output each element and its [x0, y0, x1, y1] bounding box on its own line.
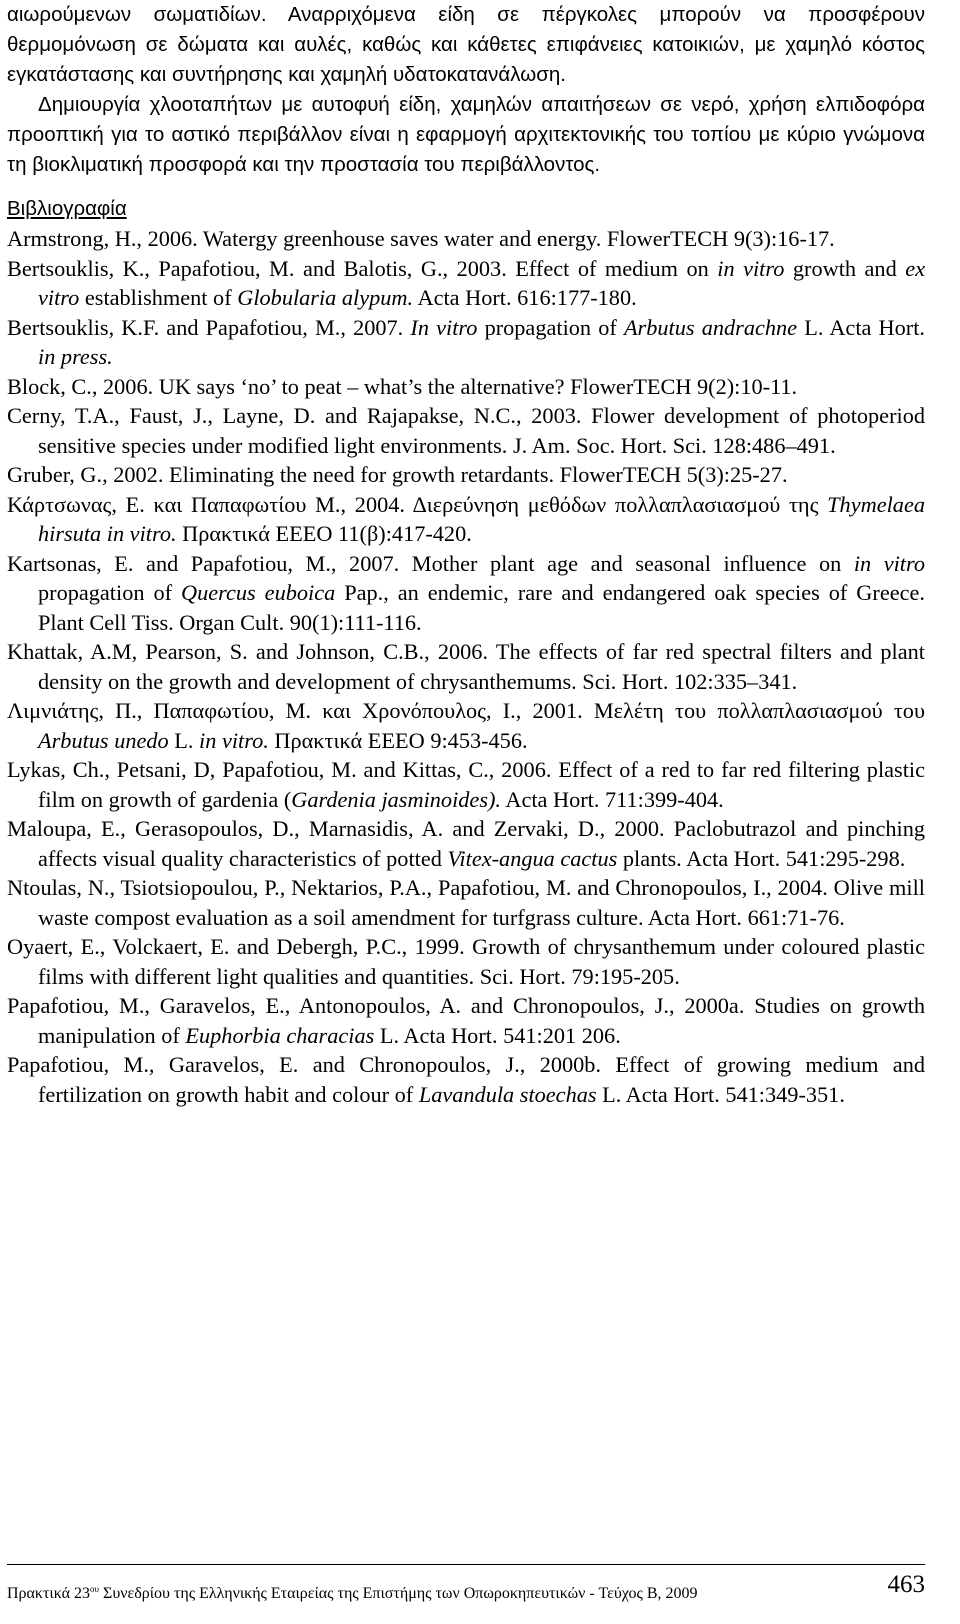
reference-text: plants. Acta Hort. 541:295-298. — [617, 845, 906, 871]
footer-suffix: Συνεδρίου της Ελληνικής Εταιρείας της Επιστήμης των Οπωροκηπευτικών - Τεύχος Β, 2009 — [99, 1585, 698, 1602]
reference-italic-text: Vitex-angua cactus — [447, 845, 618, 871]
reference-text: Papafotiou, M., Garavelos, E., Antonopoulos, A. and Chronopoulos, J., 2000a. Studies on growth manipulation of — [7, 993, 925, 1048]
reference-text: establishment of — [79, 285, 238, 310]
reference-italic-text: in vitro. — [199, 727, 269, 753]
reference-text: Armstrong, H., 2006. Watergy greenhouse saves water and energy. FlowerTECH 9(3):16-17. — [7, 226, 835, 251]
reference-text: growth and — [784, 255, 906, 281]
reference-text: Acta Hort. 711:399-404. — [501, 786, 724, 812]
reference-text: Cerny, T.A., Faust, J., Layne, D. and Rajapakse, N.C., 2003. Flower development of photoperiod sensitive species under modified light environments. J. Am. Soc. Hort. Sci. 128:486–491. — [7, 403, 925, 458]
reference-entry — [7, 372, 925, 402]
reference-entry — [7, 224, 925, 254]
reference-entry — [7, 696, 925, 755]
reference-italic-text: Lavandula stoechas — [418, 1081, 597, 1107]
reference-text: propagation of — [477, 314, 624, 340]
reference-italic-text: Arbutus unedo — [38, 727, 169, 753]
reference-entry — [7, 755, 925, 814]
reference-italic-text: Arbutus andrachne — [623, 314, 798, 340]
reference-italic-text: in vitro — [853, 550, 925, 576]
reference-text: Kartsonas, E. and Papafotiou, M., 2007. Mother plant age and seasonal influence on — [7, 550, 854, 576]
reference-entry — [7, 549, 925, 638]
reference-text: Πρακτικά ΕΕΕΟ 11(β):417-420. — [176, 521, 472, 546]
footer-superscript: ου — [90, 1584, 99, 1594]
reference-text: Ntoulas, N., Tsiotsiopoulou, P., Nektarios, P.A., Papafotiou, M. and Chronopoulos, I., 2004. Olive mill waste compost evaluation as a soil amendment for turfgrass culture. Acta Hort. 661:71-76. — [7, 875, 925, 930]
reference-text: Pap., an endemic, rare and endangered oak species of Greece. Plant Cell Tiss. Organ Cult. 90(1):111-116. — [38, 580, 925, 635]
reference-italic-text: Gardenia jasminoides). — [291, 786, 501, 812]
footer-prefix: Πρακτικά 23 — [7, 1585, 91, 1602]
reference-entry — [7, 313, 925, 372]
reference-text: Lykas, Ch., Petsani, D, Papafotiou, M. and Kittas, C., 2006. Effect of a red to far red filtering plastic film on growth of gardenia ( — [7, 757, 925, 812]
reference-text: Block, C., 2006. UK says ‘no’ to peat – what’s the alternative? FlowerTECH 9(2):10-11. — [7, 373, 798, 399]
reference-text: Κάρτσωνας, Ε. και Παπαφωτίου Μ., 2004. Διερεύνηση μεθόδων πολλαπλασιασμού της — [7, 491, 828, 517]
reference-text: propagation of — [38, 580, 181, 605]
page-number: 463 — [887, 1571, 925, 1598]
reference-entry — [7, 873, 925, 932]
reference-italic-text: In vitro — [410, 314, 478, 340]
reference-text: L. Acta Hort. 541:201 206. — [374, 1022, 621, 1048]
reference-italic-text: in press. — [38, 344, 113, 369]
reference-entry — [7, 1050, 925, 1109]
reference-italic-text: Thymelaea hirsuta in vitro. — [38, 491, 925, 546]
page-content — [7, 0, 925, 1109]
intro-paragraph-1: αιωρούμενων σωματιδίων. Αναρριχόμενα είδη σε πέργκολες μπορούν να προσφέρουν θερμομόνωση σε δώματα και αυλές, καθώς και κάθετες επιφάνειες κατοικιών, με χαμηλό κόστος εγκατάστασης και συντήρησης και χαμηλή υδατοκατανάλωση. — [7, 3, 925, 86]
reference-entry — [7, 991, 925, 1050]
reference-text: Bertsouklis, K., Papafotiou, M. and Balotis, G., 2003. Effect of medium on — [7, 255, 718, 281]
reference-italic-text: Globularia alypum. — [237, 285, 414, 310]
footer-citation — [7, 1579, 698, 1604]
references-list — [7, 224, 925, 1109]
reference-italic-text: Euphorbia characias — [185, 1022, 375, 1048]
reference-entry — [7, 814, 925, 873]
reference-text: Gruber, G., 2002. Eliminating the need for growth retardants. FlowerTECH 5(3):25-27. — [7, 462, 788, 487]
reference-entry — [7, 490, 925, 549]
reference-text: L. — [168, 727, 200, 753]
intro-paragraph-2: Δημιουργία χλοοταπήτων με αυτοφυή είδη, χαμηλών απαιτήσεων σε νερό, χρήση ελπιδοφόρα προοπτική για το αστικό περιβάλλον είναι η εφαρμογή αρχιτεκτονικής του τοπίου με κύριο γνώμονα τη βιοκλιματική προσφορά και την προστασία του περιβάλλοντος. — [7, 93, 925, 176]
reference-text: Papafotiou, M., Garavelos, E. and Chronopoulos, J., 2000b. Effect of growing medium and fertilization on growth habit and colour of — [7, 1052, 925, 1107]
references-heading: Βιβλιογραφία — [7, 197, 127, 220]
reference-text: Oyaert, E., Volckaert, E. and Debergh, P.C., 1999. Growth of chrysanthemum under coloured plastic films with different light qualities and quantities. Sci. Hort. 79:195-205. — [7, 934, 925, 989]
intro-text — [7, 0, 925, 180]
reference-text: Maloupa, E., Gerasopoulos, D., Marnasidis, A. and Zervaki, D., 2000. Paclobutrazol and pinching affects visual quality characteristics of potted — [7, 816, 925, 871]
reference-entry — [7, 401, 925, 460]
reference-text: L. Acta Hort. — [797, 314, 925, 340]
reference-text: Λιμνιάτης, Π., Παπαφωτίου, Μ. και Χρονόπουλος, Ι., 2001. Μελέτη του πολλαπλασιασμού του — [7, 698, 925, 723]
page-footer — [7, 1564, 925, 1602]
reference-entry — [7, 460, 925, 490]
reference-italic-text: ex vitro — [38, 255, 926, 310]
reference-text: Khattak, A.M, Pearson, S. and Johnson, C.B., 2006. The effects of far red spectral filters and plant density on the growth and development of chrysanthemums. Sci. Hort. 102:335–341. — [7, 639, 925, 694]
reference-entry — [7, 932, 925, 991]
reference-entry — [7, 637, 925, 696]
reference-text: Acta Hort. 616:177-180. — [413, 285, 637, 310]
reference-italic-text: in vitro — [717, 255, 785, 281]
reference-entry — [7, 254, 925, 313]
reference-text: L. Acta Hort. 541:349-351. — [596, 1081, 845, 1107]
reference-text: Bertsouklis, K.F. and Papafotiou, M., 2007. — [7, 314, 411, 340]
reference-text: Πρακτικά ΕΕΕΟ 9:453-456. — [268, 727, 528, 753]
reference-italic-text: Quercus euboica — [181, 580, 336, 605]
